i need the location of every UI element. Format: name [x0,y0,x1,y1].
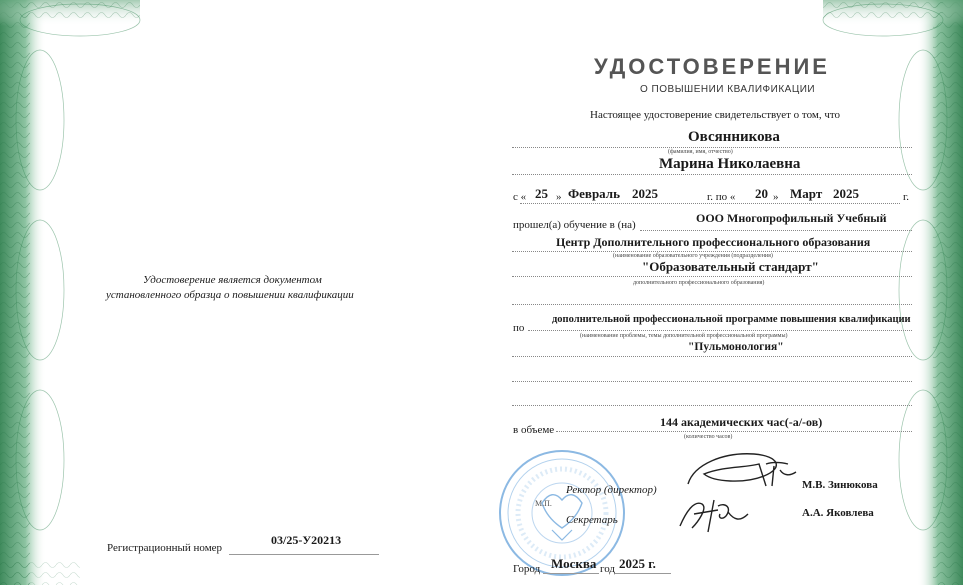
rector-label: Ректор (директор) [566,484,657,496]
secretary-name: А.А. Яковлева [802,507,874,519]
holder-given-names: Марина Николаевна [659,156,801,172]
program-line-2: "Пульмонология" [688,341,784,353]
date-close-2: » [773,191,779,203]
org-hint: (наименование образовательного учреждения (подразделения) [613,253,773,259]
city-label: Город [513,563,541,575]
program-line-1: дополнительной профессиональной программе повышения квалификации [552,314,911,325]
date-mid: г. по « [707,191,736,203]
certificate-subtitle: О ПОВЫШЕНИИ КВАЛИФИКАЦИИ [640,84,816,95]
volume-label: в объеме [513,424,555,436]
city-value: Москва [551,556,597,571]
date-suffix: г. [903,191,910,203]
by-label: по [513,322,525,334]
year-value: 2025 г. [619,556,656,571]
registration-label: Регистрационный номер [107,542,223,554]
intro-text: Настоящее удостоверение свидетельствует о том, что [590,109,841,121]
certificate-title: УДОСТОВЕРЕНИЕ [594,54,830,79]
volume-value: 144 академических час(-а/-ов) [660,415,823,429]
date-close: » [556,191,562,203]
statement-line-1: Удостоверение является документом [143,274,322,286]
stamp-mp-label: М.П. [535,499,552,508]
rector-signature [684,446,804,496]
from-year: 2025 [632,186,658,201]
to-year: 2025 [833,186,859,201]
to-day: 20 [755,186,768,201]
org-line-3: "Образовательный стандарт" [642,259,819,274]
statement-line-2: установленного образца о повышении квалификации [106,289,354,301]
training-label: прошел(а) обучение в (на) [513,219,636,231]
year-label: год [600,563,616,575]
rector-name: М.В. Зинюкова [802,479,878,491]
secretary-signature [674,492,754,536]
fio-hint: (фамилия, имя, отчество) [668,149,733,155]
org-line-1: ООО Многопрофильный Учебный [696,211,887,225]
from-month: Февраль [568,186,620,201]
volume-hint: (количество часов) [684,434,733,440]
org-line-2: Центр Дополнительного профессионального образования [556,235,871,249]
registration-number: 03/25-У20213 [271,533,342,547]
from-day: 25 [535,186,548,201]
date-prefix: с « [513,191,527,203]
org-hint-2: дополнительного профессионального образования) [633,280,765,286]
secretary-label: Секретарь [566,514,618,526]
to-month: Март [790,186,823,201]
holder-surname: Овсянникова [688,129,780,145]
program-hint: (наименование проблемы, темы дополнительной профессиональной программы) [580,333,788,339]
